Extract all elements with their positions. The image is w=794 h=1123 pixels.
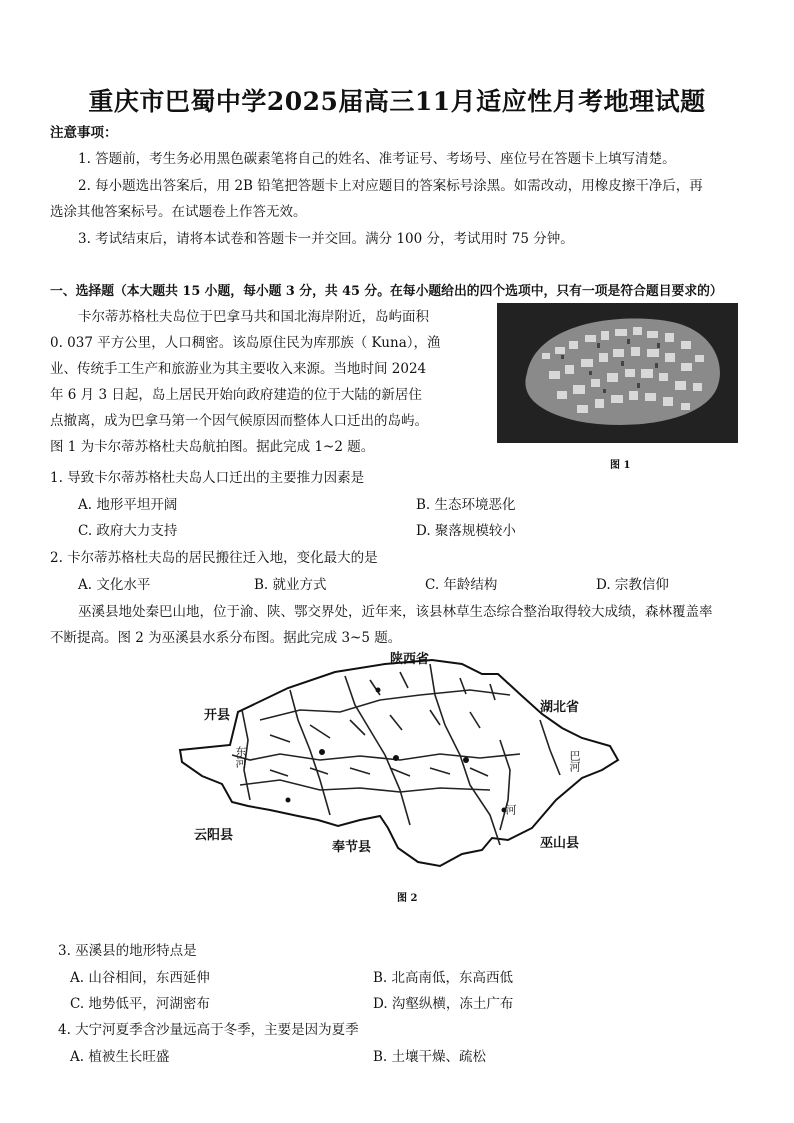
passage1-line6: 图 1 为卡尔蒂苏格杜夫岛航拍图。据此完成 1~2 题。 <box>50 439 375 455</box>
q3-stem: 3. 巫溪县的地形特点是 <box>58 943 197 959</box>
passage1-line2: 0. 037 平方公里，人口稠密。该岛原住民为库那族（ Kuna），渔 <box>50 335 441 351</box>
q1-option-b: B. 生态环境恶化 <box>416 497 516 513</box>
notice-item-3: 3. 考试结束后，请将本试卷和答题卡一并交回。满分 100 分，考试用时 75 分钟。 <box>78 231 574 247</box>
label-hubei: 湖北省 <box>540 700 580 715</box>
passage1-line3: 业、传统手工生产和旅游业为其主要收入来源。当地时间 2024 <box>50 361 427 377</box>
label-river-west: 东河 <box>234 746 247 768</box>
label-fengjie: 奉节县 <box>332 840 372 855</box>
q1-option-c: C. 政府大力支持 <box>78 523 178 539</box>
q1-option-a: A. 地形平坦开阔 <box>78 497 178 513</box>
q4-option-b: B. 土壤干燥、疏松 <box>373 1049 487 1065</box>
q2-option-a: A. 文化水平 <box>78 577 151 593</box>
q3-option-a: A. 山谷相间，东西延伸 <box>70 970 210 986</box>
label-river-daning: 河 <box>504 804 517 815</box>
label-yunyang: 云阳县 <box>194 828 234 843</box>
q3-option-b: B. 北高南低，东高西低 <box>373 970 514 986</box>
notice-item-1: 1. 答题前，考生务必用黑色碳素笔将自己的姓名、准考证号、考场号、座位号在答题卡上填写清楚。 <box>78 151 676 167</box>
passage1-line5: 点撤离，成为巴拿马第一个因气候原因而整体人口迁出的岛屿。 <box>50 413 428 429</box>
notice-item-2a: 2. 每小题选出答案后，用 2B 铅笔把答题卡上对应题目的答案标号涂黑。如需改动，用橡皮擦干净后，再 <box>78 178 703 194</box>
q2-stem: 2. 卡尔蒂苏格杜夫岛的居民搬往迁入地，变化最大的是 <box>50 550 378 566</box>
passage2-line1: 巫溪县地处秦巴山地，位于渝、陕、鄂交界处，近年来，该县林草生态综合整治取得较大成绩，森林覆盖率 <box>78 604 713 620</box>
label-shaanxi: 陕西省 <box>390 652 430 667</box>
section-heading: 一、选择题（本大题共 15 小题，每小题 3 分，共 45 分。在每小题给出的四个选项中，只有一项是符合题目要求的） <box>50 284 723 299</box>
notice-heading: 注意事项： <box>50 125 118 141</box>
notice-item-2b: 选涂其他答案标号。在试题卷上作答无效。 <box>50 204 307 220</box>
q4-stem: 4. 大宁河夏季含沙量远高于冬季，主要是因为夏季 <box>58 1022 359 1038</box>
q4-option-a: A. 植被生长旺盛 <box>70 1049 170 1065</box>
label-river-east: 巴河 <box>568 750 581 772</box>
passage2-line2: 不断提高。图 2 为巫溪县水系分布图。据此完成 3~5 题。 <box>50 630 402 646</box>
label-kai: 开县 <box>204 708 231 723</box>
q1-stem: 1. 导致卡尔蒂苏格杜夫岛人口迁出的主要推力因素是 <box>50 470 365 486</box>
passage1-line4: 年 6 月 3 日起，岛上居民开始向政府建造的位于大陆的新居住 <box>50 387 422 403</box>
river-system-map <box>170 650 630 875</box>
q2-option-d: D. 宗教信仰 <box>596 577 669 593</box>
q1-option-d: D. 聚落规模较小 <box>416 523 516 539</box>
figure1-caption: 图 1 <box>610 460 631 471</box>
q2-option-c: C. 年龄结构 <box>425 577 498 593</box>
figure2-caption: 图 2 <box>397 893 418 904</box>
page-title: 重庆市巴蜀中学2025届高三11月适应性月考地理试题 <box>88 87 706 116</box>
q2-option-b: B. 就业方式 <box>254 577 327 593</box>
label-wushan: 巫山县 <box>540 836 580 851</box>
q3-option-c: C. 地势低平，河湖密布 <box>70 996 210 1012</box>
q3-option-d: D. 沟壑纵横，冻土广布 <box>373 996 514 1012</box>
island-aerial-photo <box>497 303 738 443</box>
passage1-line1: 卡尔蒂苏格杜夫岛位于巴拿马共和国北海岸附近，岛屿面积 <box>78 309 429 325</box>
